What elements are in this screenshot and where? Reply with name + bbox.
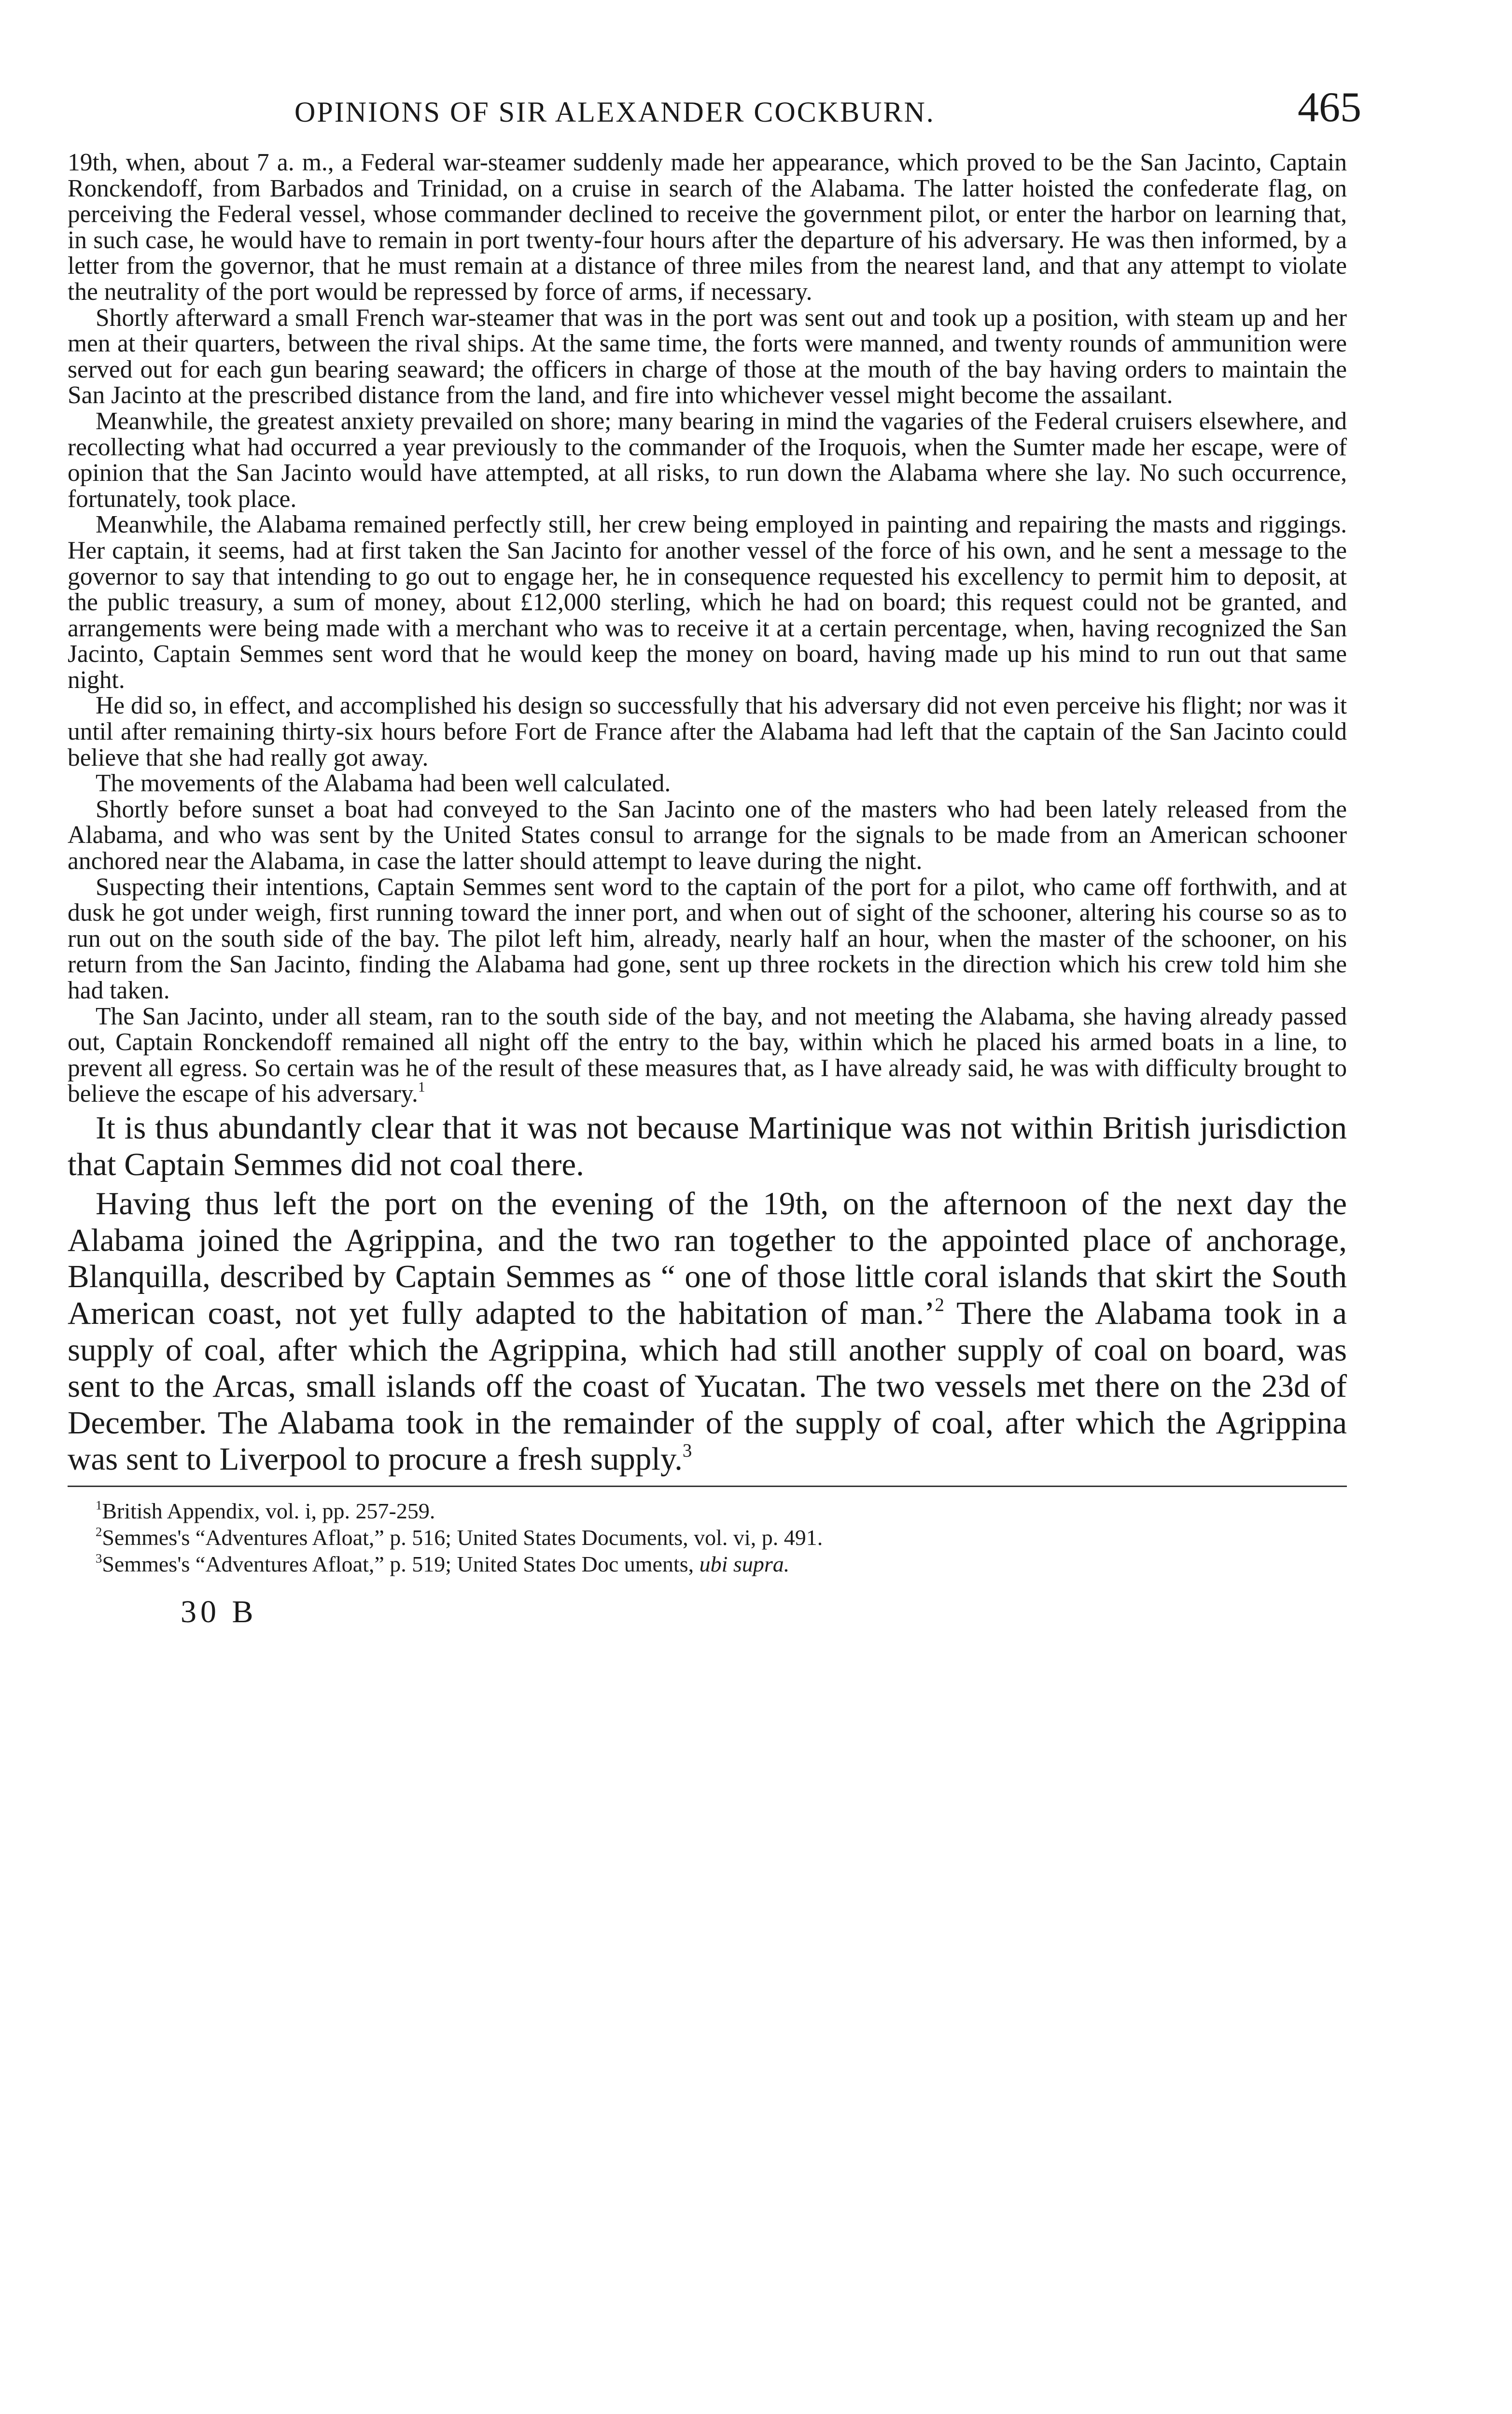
main-text — [68, 1110, 1347, 1478]
footnote-divider — [68, 1486, 1347, 1487]
body-paragraph: It is thus abundantly clear that it was not because Martinique was not within British jurisdiction that Captain Semmes did not coal there. — [68, 1109, 1347, 1182]
footnote-ref-2: 2 — [935, 1294, 944, 1315]
footnote-text: Semmes's “Adventures Afloat,” p. 516; United States Documents, vol. vi, p. 491. — [102, 1525, 823, 1550]
footnote-3 — [68, 1551, 1347, 1577]
quoted-paragraph: Meanwhile, the Alabama remained perfectly still, her crew being employed in painting and repairing the masts and riggings. Her captain, it seems, had at first taken the San Jacinto for another vessel of the force of his own, and he sent a message to the governor to say that intending to go out to engage her, he in consequence requested his excellency to permit him to deposit, at the public treasury, a sum of money, about £12,000 sterling, which he had on board; this request could not be granted, and arrangements were being made with a merchant who was to receive it at a certain percentage, when, having recognized the San Jacinto, Captain Semmes sent word that he would keep the money on board, having made up his mind to run out that same night. — [68, 511, 1347, 694]
footnote-2 — [68, 1524, 1347, 1551]
footnote-marker: 2 — [96, 1524, 102, 1539]
page-number: 465 — [1298, 84, 1361, 131]
running-head-title: OPINIONS OF SIR ALEXANDER COCKBURN. — [294, 96, 935, 128]
quoted-paragraph-last — [68, 1004, 1347, 1107]
footnote-text: Semmes's “Adventures Afloat,” p. 519; United States Doc uments, — [102, 1551, 700, 1576]
quoted-paragraph: Shortly afterward a small French war-steamer that was in the port was sent out and took up a position, with steam up and her men at their quarters, between the rival ships. At the same time, the forts were manned, and twenty rounds of ammunition were served out for each gun bearing seaward; the officers in charge of those at the mouth of the bay having orders to maintain the San Jacinto at the prescribed distance from the land, and fire into whichever vessel might become the assailant. — [68, 304, 1347, 409]
quoted-paragraph: He did so, in effect, and accomplished his design so successfully that his adversary did not even perceive his flight; nor was it until after remaining thirty-six hours before Fort de France after the Alabama had left that the captain of the San Jacinto could believe that she had really got away. — [68, 692, 1347, 772]
quoted-paragraph-text: The San Jacinto, under all steam, ran to the south side of the bay, and not meeting the Alabama, she having already passed out, Captain Ronckendoff remained all night off the entry to the bay, within which he placed his armed boats in a line, to prevent all egress. So certain was he of the result of these measures that, as I have already said, he was with difficulty brought to believe the escape of his adversary. — [68, 1002, 1347, 1108]
body-text: There the Alabama took in a supply of coal, after which the Agrippina, which had still another supply of coal on board, was sent to the Arcas, small islands off the coast of Yucatan. The two vessels met there on the 23d of December. The Alabama took in the remainder of the supply of coal, after which the Agrippina was sent to Liverpool to procure a fresh supply. — [68, 1295, 1347, 1477]
footnote-ref-1: 1 — [418, 1079, 425, 1095]
footnote-text: British Appendix, vol. i, pp. 257-259. — [102, 1498, 435, 1523]
quoted-paragraph: The movements of the Alabama had been well calculated. — [96, 770, 671, 798]
running-head — [68, 72, 1361, 150]
footnote-1 — [68, 1498, 1347, 1524]
signature-mark: 30 B — [181, 1594, 257, 1629]
quoted-paragraph: Suspecting their intentions, Captain Semmes sent word to the captain of the port for a pilot, who came off forthwith, and at dusk he got under weigh, first running toward the inner port, and when out of sight of the schooner, altering his course so as to run out on the south side of the bay. The pilot left him, already, nearly half an hour, when the master of the schooner, on his return from the San Jacinto, finding the Alabama had gone, sent up three rockets in the direction which his crew told him she had taken. — [68, 873, 1347, 1004]
quoted-paragraph: Meanwhile, the greatest anxiety prevailed on shore; many bearing in mind the vagaries of the Federal cruisers elsewhere, and recollecting what had occurred a year previously to the commander of the Iroquois, when the Sumter made her escape, were of opinion that the San Jacinto would have attempted, at all risks, to run down the Alabama where she lay. No such occurrence, fortunately, took place. — [68, 407, 1347, 513]
footnote-marker: 1 — [96, 1498, 102, 1513]
document-page — [68, 72, 1361, 1630]
footnote-text-italic: ubi supra. — [699, 1551, 790, 1576]
footnote-marker: 3 — [96, 1551, 102, 1566]
quoted-extract — [68, 150, 1347, 1107]
quoted-paragraph: 19th, when, about 7 a. m., a Federal war-steamer suddenly made her appearance, which proved to be the San Jacinto, Captain Ronckendoff, from Barbados and Trinidad, on a cruise in search of the Alabama. The latter hoisted the confederate flag, on perceiving the Federal vessel, whose commander declined to receive the government pilot, or enter the harbor on learning that, in such case, he would have to remain in port twenty-four hours after the departure of his adversary. He was then informed, by a letter from the governor, that he must remain at a distance of three miles from the nearest land, and that any attempt to violate the neutrality of the port would be repressed by force of arms, if necessary. — [68, 149, 1347, 306]
body-text: Having thus left the port on the evening of the 19th, on the afternoon of the next day the Alabama joined the Agrippina, and the two ran together to the appointed place of anchorage, Blanquilla, described by Captain Semmes as “ one of those little coral islands that skirt the South American coast, not yet fully adapted to the habitation of man.’ — [68, 1186, 1347, 1331]
footnotes — [68, 1498, 1347, 1577]
body-paragraph — [68, 1186, 1347, 1478]
footnote-ref-3: 3 — [682, 1440, 692, 1461]
quoted-paragraph: Shortly before sunset a boat had conveyed to the San Jacinto one of the masters who had been lately released from the Alabama, and who was sent by the United States consul to arrange for the signals to be made from an American schooner anchored near the Alabama, in case the latter should attempt to leave during the night. — [68, 795, 1347, 875]
